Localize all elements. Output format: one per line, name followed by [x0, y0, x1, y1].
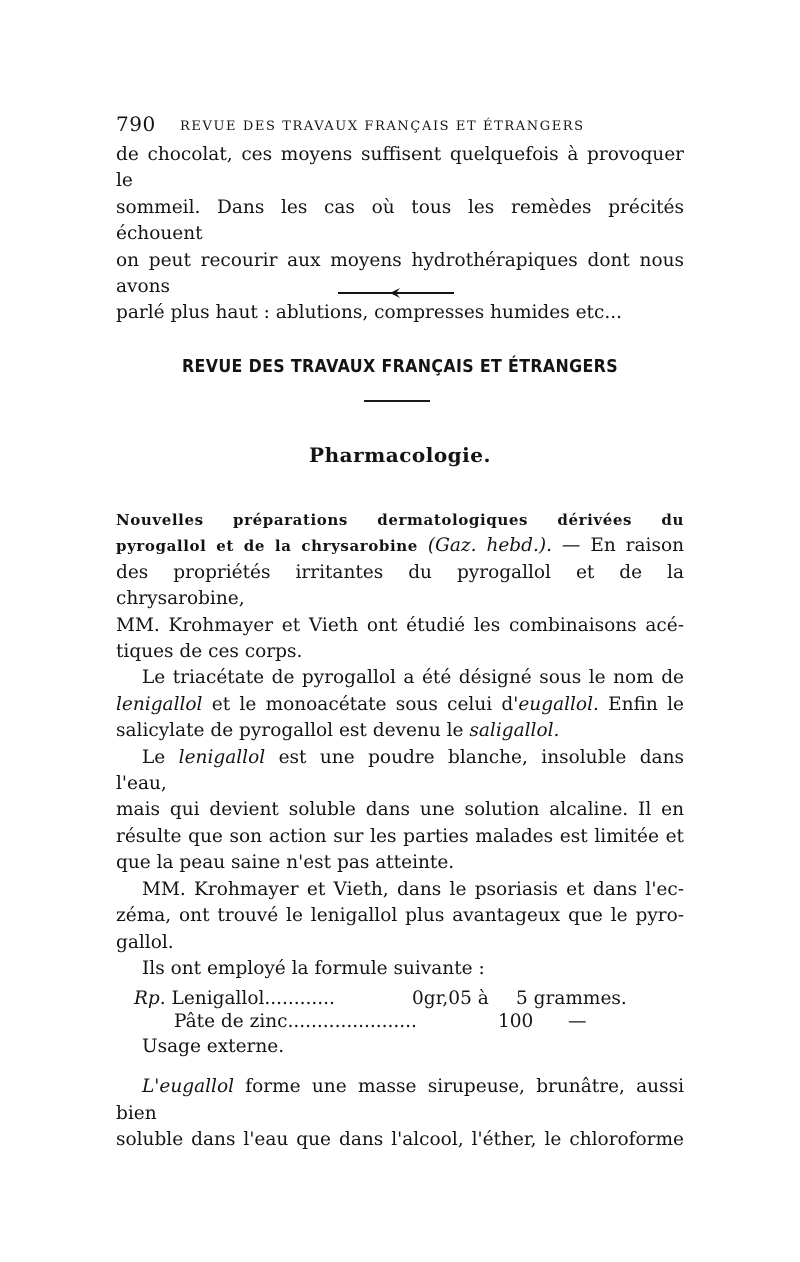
running-title: REVUE DES TRAVAUX FRANÇAIS ET ÉTRANGERS: [180, 119, 585, 134]
formula-rp: Rp.: [134, 988, 166, 1010]
intro-line: on peut recourir aux moyens hydrothérapiques dont nous avons: [116, 249, 684, 298]
usage-note: Usage externe.: [142, 1036, 285, 1058]
formula-dose-1: 0gr,05 à: [412, 988, 489, 1010]
p4-line: zéma, ont trouvé le lenigallol plus avantageux que le pyro-: [116, 905, 684, 927]
p1-line: des propriétés irritantes du pyrogallol et de la chrysarobine,: [116, 561, 684, 610]
p2-line: Le triacétate de pyrogallol a été désigné sous le nom de: [142, 667, 684, 689]
p3-line-1: [116, 745, 684, 798]
formula-block: [116, 982, 684, 1034]
source-citation: (Gaz. hebd.).: [427, 535, 552, 557]
p3-le: Le: [142, 746, 179, 768]
running-head: [116, 112, 684, 142]
intro-line: parlé plus haut : ablutions, compresses humides etc...: [116, 302, 622, 324]
section-rule: [364, 400, 430, 402]
p2-salicylate: salicylate de pyrogallol est devenu le: [116, 720, 464, 742]
lead-title-1: Nouvelles préparations dermatologiques dérivées du: [116, 511, 684, 529]
formula-dose-2b: —: [568, 1011, 587, 1033]
p3-line: que la peau saine n'est pas atteinte.: [116, 852, 455, 874]
formula-row-1: [134, 988, 335, 1009]
eugallol-term: L'eugallol: [142, 1076, 234, 1098]
lenigallol-term: lenigallol: [116, 693, 203, 715]
formula-dose-1b: 5 grammes.: [516, 988, 627, 1010]
saligallol-term: saligallol.: [469, 720, 560, 742]
ornament-divider-icon: [338, 286, 454, 300]
intro-line: de chocolat, ces moyens suffisent quelquefois à provoquer le: [116, 144, 684, 192]
p3-first-rest: est une poudre blanche, insoluble dans l'eau,: [116, 746, 684, 795]
p5-line: Ils ont employé la formule suivante :: [142, 957, 485, 979]
p2-line-3: [116, 718, 684, 744]
p2-line-2: [116, 692, 684, 718]
p6-first-rest: forme une masse sirupeuse, brunâtre, aussi bien: [116, 1076, 684, 1124]
p1-rest: — En raison: [561, 535, 684, 557]
paragraph-6: [116, 1074, 684, 1153]
p4-line: MM. Krohmayer et Vieth, dans le psoriasis et dans l'ec-: [142, 878, 684, 900]
p6-line-2: soluble dans l'eau que dans l'alcool, l'éther, le chloroforme: [116, 1129, 684, 1151]
formula-dose-2: 100: [498, 1011, 534, 1033]
p2-enfin: Enfin le: [598, 693, 684, 715]
p2-mid: et le monoacétate sous celui d': [202, 693, 519, 715]
section-title: REVUE DES TRAVAUX FRANÇAIS ET ÉTRANGERS: [182, 356, 618, 377]
p3-line: résulte que son action sur les parties malades est limitée et: [116, 825, 684, 847]
paragraph-5: [116, 956, 684, 982]
page-number: 790: [116, 112, 156, 136]
p1-line: tiques de ces corps.: [116, 641, 303, 663]
eugallol-term: eugallol.: [518, 693, 599, 715]
paragraph-2: [116, 665, 684, 744]
paragraph-4: [116, 877, 684, 956]
lenigallol-term: lenigallol: [178, 746, 266, 768]
paragraph-3: [116, 745, 684, 877]
p6-line-1: [116, 1074, 684, 1127]
paragraph-1: [116, 507, 684, 665]
article-body: [116, 507, 684, 1154]
p3-line: mais qui devient soluble dans une solution alcaline. Il en: [116, 799, 684, 821]
lead-line-2: [116, 533, 684, 559]
formula-item-2: Pâte de zinc......................: [174, 1011, 417, 1033]
intro-line: sommeil. Dans les cas où tous les remèdes précités échouent: [116, 196, 684, 245]
p1-line: MM. Krohmayer et Vieth ont étudié les combinaisons acé-: [116, 614, 684, 636]
subsection-title: Pharmacologie.: [309, 443, 491, 467]
p4-line: gallol.: [116, 931, 174, 953]
lead-line-1: [116, 507, 684, 533]
lead-title-2: pyrogallol et de la chrysarobine: [116, 537, 418, 556]
formula-item-1: Lenigallol............: [171, 988, 335, 1010]
